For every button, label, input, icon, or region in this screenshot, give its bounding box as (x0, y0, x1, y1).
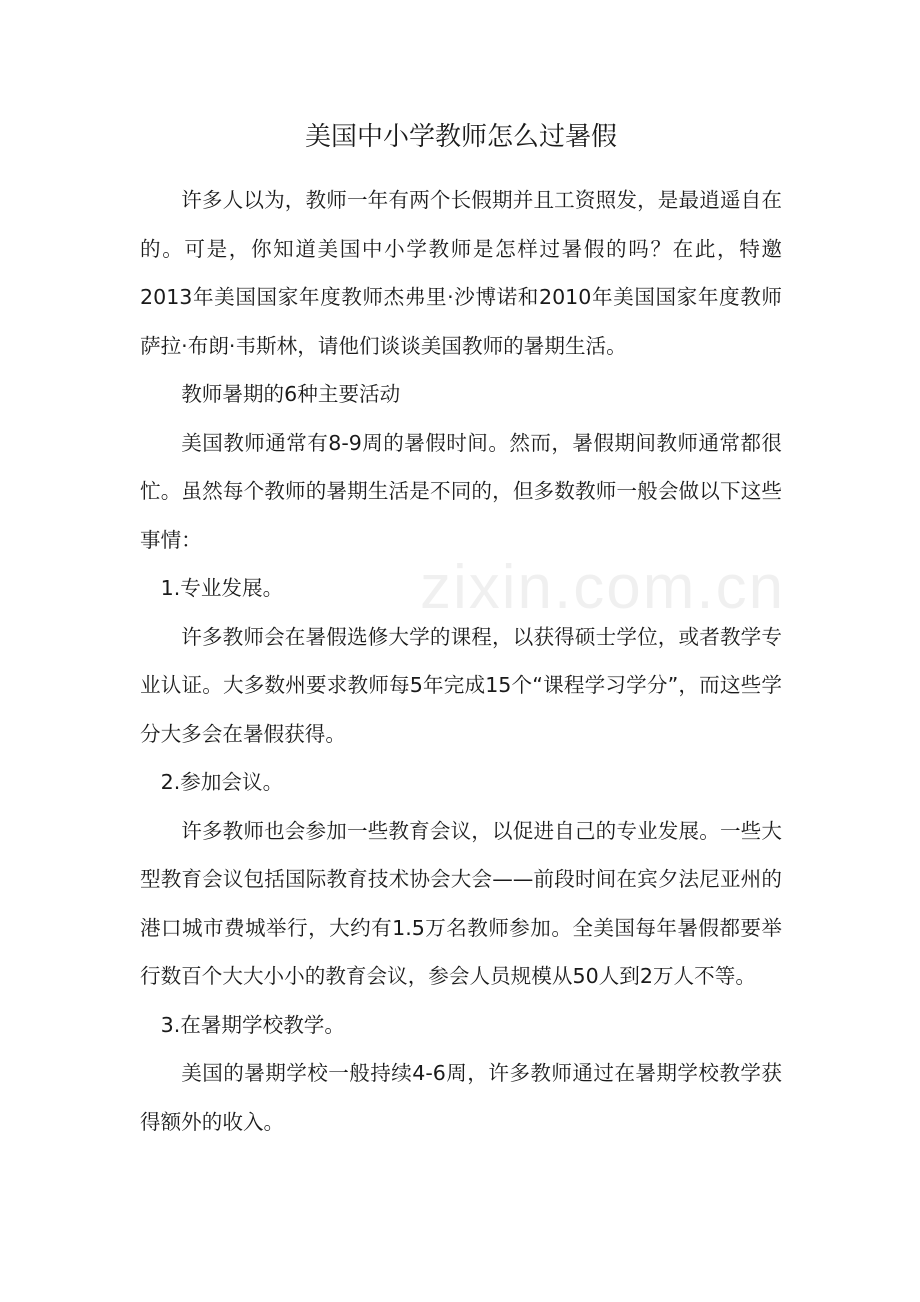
item-heading-professional-development: 1.专业发展。 (160, 576, 284, 600)
professional-development-paragraph: 许多教师会在暑假选修大学的课程，以获得硕士学位，或者教学专业认证。大多数州要求教师每5年完成15个“课程学习学分”，而这些学分大多会在暑假获得。 (140, 624, 782, 746)
item-heading-summer-school: 3.在暑期学校教学。 (160, 1012, 345, 1037)
item-heading-conferences: 2.参加会议。 (160, 770, 284, 794)
document-title: 美国中小学教师怎么过暑假 (304, 122, 617, 152)
document-page (140, 108, 782, 1146)
intro-paragraph: 许多人以为，教师一年有两个长假期并且工资照发，是最逍遥自在的。可是，你知道美国中小学教师是怎样过暑假的吗？在此，特邀2013年美国国家年度教师杰弗里·沙博诺和2010年美国国家年度教师萨拉·布朗·韦斯林，请他们谈谈美国教师的暑期生活。 (140, 188, 782, 358)
summer-school-paragraph: 美国的暑期学校一般持续4-6周，许多教师通过在暑期学校教学获得额外的收入。 (140, 1061, 782, 1134)
section-heading-activities: 教师暑期的6种主要活动 (181, 382, 401, 406)
vacation-overview-paragraph: 美国教师通常有8-9周的暑假时间。然而，暑假期间教师通常都很忙。虽然每个教师的暑期生活是不同的，但多数教师一般会做以下这些事情： (140, 430, 782, 552)
watermark-text: zixin.com.cn (420, 553, 786, 622)
conferences-paragraph: 许多教师也会参加一些教育会议，以促进自己的专业发展。一些大型教育会议包括国际教育技术协会大会——前段时间在宾夕法尼亚州的港口城市费城举行，大约有1.5万名教师参加。全美国每年暑假都要举行数百个大大小小的教育会议，参会人员规模从50人到2万人不等。 (140, 818, 782, 988)
